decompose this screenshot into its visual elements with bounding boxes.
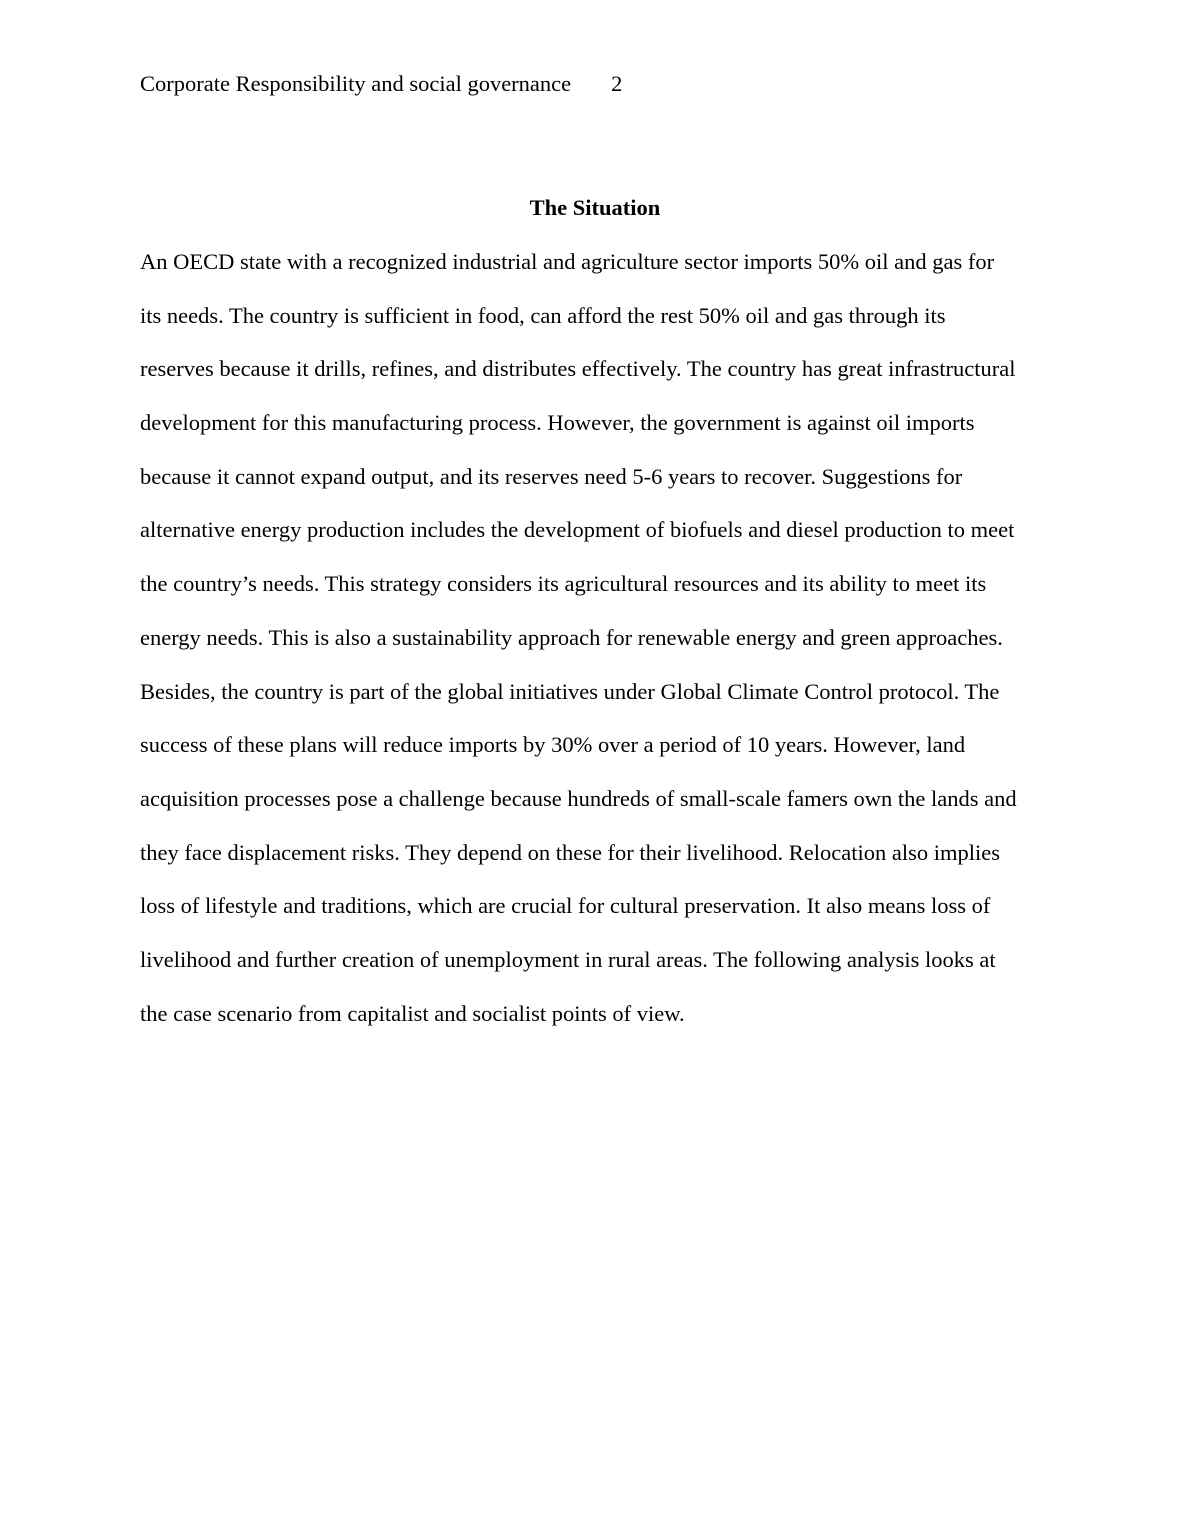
running-head [140,70,622,98]
body-paragraph [140,248,1060,1053]
paragraph-line: its needs. The country is sufficient in food, can afford the rest 50% oil and gas through its [140,302,946,328]
paragraph-line: energy needs. This is also a sustainability approach for renewable energy and green approaches. [140,624,1003,650]
paragraph-line: success of these plans will reduce imports by 30% over a period of 10 years. However, land [140,732,966,758]
paragraph-line: the country’s needs. This strategy considers its agricultural resources and its ability to meet its [140,571,987,597]
paragraph-line: development for this manufacturing process. However, the government is against oil imports [140,410,975,436]
paragraph-line: because it cannot expand output, and its reserves need 5-6 years to recover. Suggestions for [140,463,963,489]
paragraph-line: An OECD state with a recognized industrial and agriculture sector imports 50% oil and gas for [140,249,995,274]
paragraph-line: Besides, the country is part of the global initiatives under Global Climate Control protocol. The [140,678,1000,704]
paragraph-line: alternative energy production includes the development of biofuels and diesel production to meet [140,517,1015,543]
running-head-title: Corporate Responsibility and social governance [140,71,572,96]
paragraph-line: livelihood and further creation of unemployment in rural areas. The following analysis looks at [140,946,996,972]
paragraph-line: reserves because it drills, refines, and distributes effectively. The country has great infrastructural [140,356,1016,382]
page-number: 2 [611,71,623,96]
paragraph-line: the case scenario from capitalist and socialist points of view. [140,1000,685,1026]
paragraph-line: loss of lifestyle and traditions, which are crucial for cultural preservation. It also means loss of [140,893,991,919]
section-title: The Situation [529,195,661,220]
paragraph-line: they face displacement risks. They depend on these for their livelihood. Relocation also implies [140,839,1000,865]
paragraph-line: acquisition processes pose a challenge because hundreds of small-scale famers own the lands and [140,785,1017,811]
